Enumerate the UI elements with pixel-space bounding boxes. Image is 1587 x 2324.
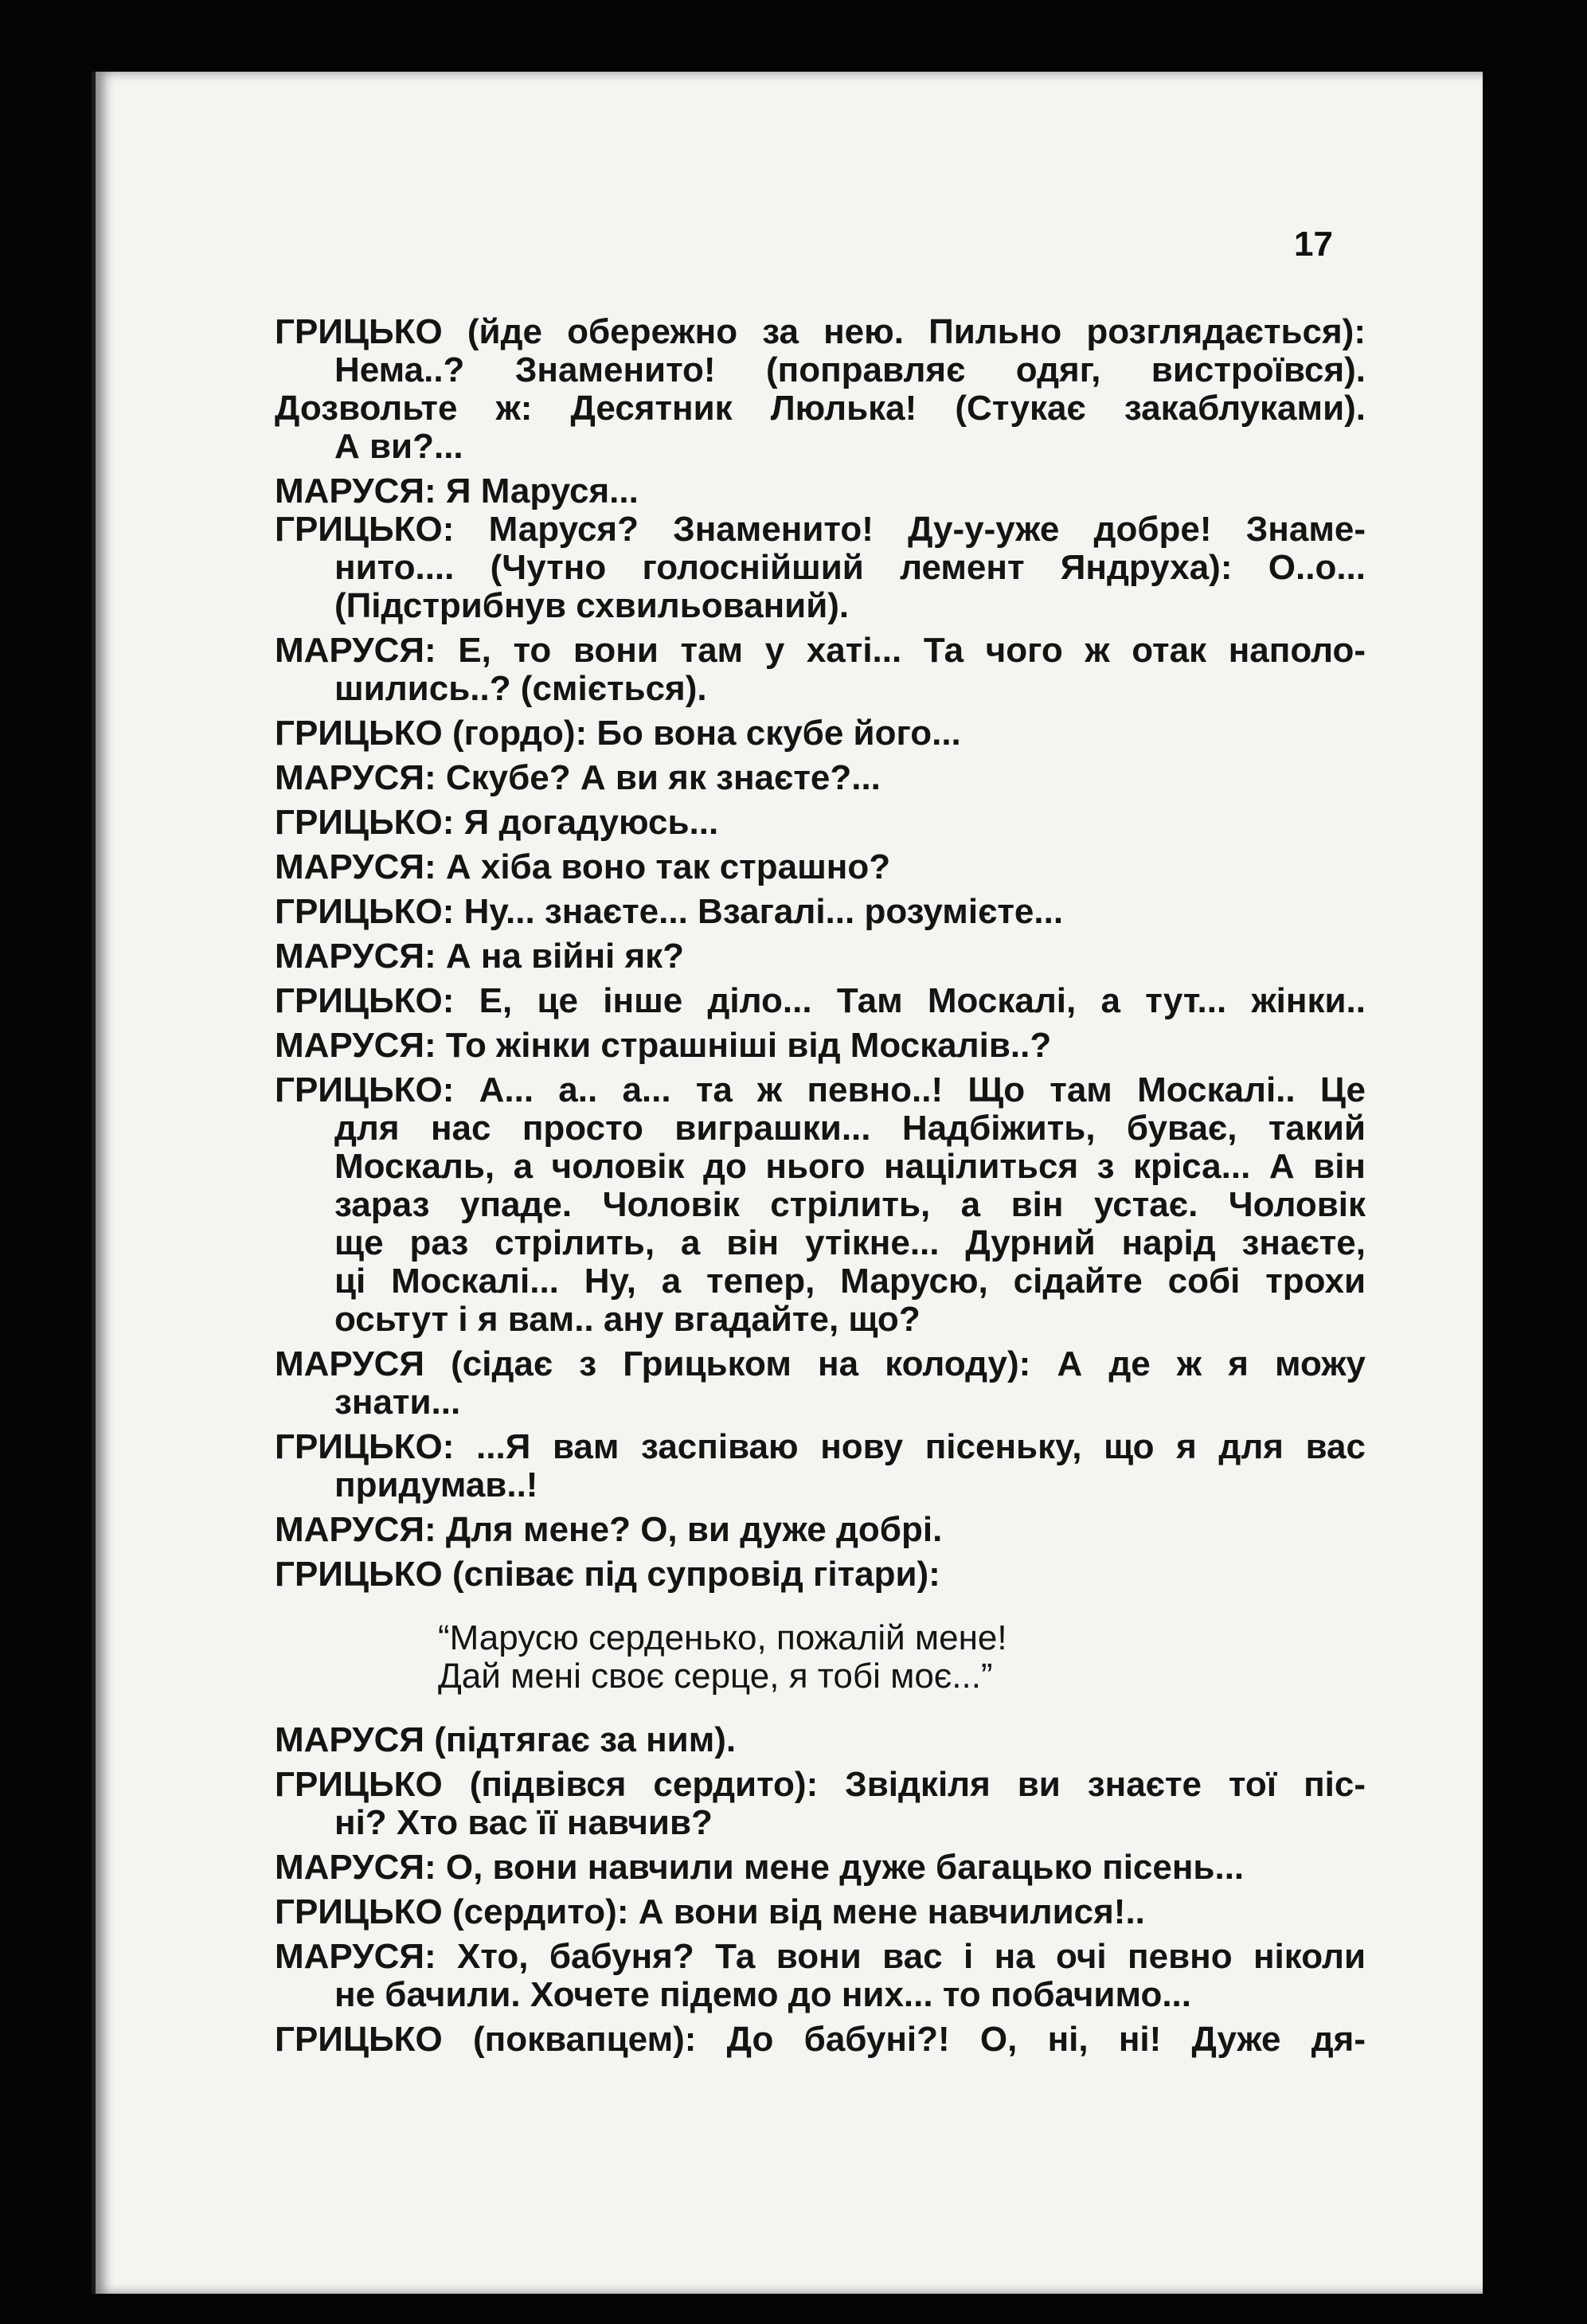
text-line: зараз упаде. Чоловік стрілить, а він устає. Чоловік <box>334 1185 1366 1224</box>
text-line: не бачили. Хочете підемо до них... то побачимо... <box>334 1975 1192 2014</box>
text-line: осьтут і я вам.. ану вгадайте, що? <box>334 1300 921 1339</box>
text-line: шились..? (сміється). <box>334 669 707 708</box>
text-line: ще раз стрілить, а він утікне... Дурний нарід знаєте, <box>334 1223 1366 1262</box>
text-line: МАРУСЯ (підтягає за ним). <box>275 1720 737 1759</box>
text-line: ГРИЦЬКО: Е, це інше діло... Там Москалі, а тут... жінки.. <box>275 981 1366 1020</box>
text-line: ГРИЦЬКО: А... а.. а... та ж певно..! Що там Москалі.. Це <box>275 1070 1366 1109</box>
text-line: ГРИЦЬКО: ...Я вам заспіваю нову пісеньку, що я для вас <box>275 1427 1366 1466</box>
text-line: ні? Хто вас її навчив? <box>334 1803 713 1842</box>
text-line: (Підстрибнув схвильований). <box>334 586 850 625</box>
text-line: ГРИЦЬКО (підвівся сердито): Звідкіля ви знаєте тої піс- <box>275 1765 1366 1804</box>
text-line: МАРУСЯ: Для мене? О, ви дуже добрі. <box>275 1510 943 1549</box>
text-line: МАРУСЯ: Я Маруся... <box>275 471 639 511</box>
text-line: ці Москалі... Ну, а тепер, Марусю, сідайте собі трохи <box>334 1262 1366 1301</box>
text-line: А ви?... <box>334 427 463 466</box>
page-number: 17 <box>1294 225 1333 264</box>
text-line: придумав..! <box>334 1465 538 1504</box>
text-line: МАРУСЯ: А на війні як? <box>275 937 685 976</box>
text-line: МАРУСЯ: Хто, бабуня? Та вони вас і на очі певно ніколи <box>275 1937 1366 1976</box>
text-line: МАРУСЯ: Скубе? А ви як знаєте?... <box>275 758 881 797</box>
text-line: Москаль, а чоловік до нього націлиться з кріса... А він <box>334 1147 1366 1186</box>
text-line: ГРИЦЬКО (гордо): Бо вона скубе його... <box>275 714 961 753</box>
text-line: МАРУСЯ: О, вони навчили мене дуже багацько пісень... <box>275 1848 1245 1887</box>
text-line: МАРУСЯ (сідає з Грицьком на колоду): А де ж я можу <box>275 1344 1366 1383</box>
text-line: ГРИЦЬКО: Маруся? Знаменито! Ду-у-уже добре! Знаме- <box>275 510 1366 549</box>
text-line: ГРИЦЬКО (сердито): А вони від мене навчилися!.. <box>275 1892 1145 1931</box>
text-line: нито.... (Чутно голоснійший лемент Яндруха): О..о... <box>334 548 1366 587</box>
text-line: знати... <box>334 1383 461 1422</box>
text-line: ГРИЦЬКО (йде обережно за нею. Пильно розглядається): <box>275 312 1366 351</box>
text-line: для нас просто виграшки... Надбіжить, буває, такий <box>334 1109 1366 1148</box>
text-line: МАРУСЯ: Е, то вони там у хаті... Та чого ж отак наполо- <box>275 631 1366 670</box>
text-line: МАРУСЯ: А хіба воно так страшно? <box>275 847 891 886</box>
song-line: Дай мені своє серце, я тобі моє...” <box>438 1657 993 1696</box>
text-line: ГРИЦЬКО: Я догадуюсь... <box>275 803 719 842</box>
text-line: МАРУСЯ: То жінки страшніші від Москалів..? <box>275 1026 1052 1065</box>
song-line: “Марусю серденько, пожалій мене! <box>438 1618 1007 1657</box>
text-line: Дозвольте ж: Десятник Люлька! (Стукає закаблуками). <box>275 389 1366 428</box>
text-line: ГРИЦЬКО (поквапцем): До бабуні?! О, ні, ні! Дуже дя- <box>275 2020 1366 2059</box>
text-line: ГРИЦЬКО: Ну... знаєте... Взагалі... розумієте... <box>275 892 1064 931</box>
text-line: Нема..? Знаменито! (поправляє одяг, вистроївся). <box>334 350 1366 389</box>
text-line: ГРИЦЬКО (співає під супровід гітари): <box>275 1555 940 1594</box>
